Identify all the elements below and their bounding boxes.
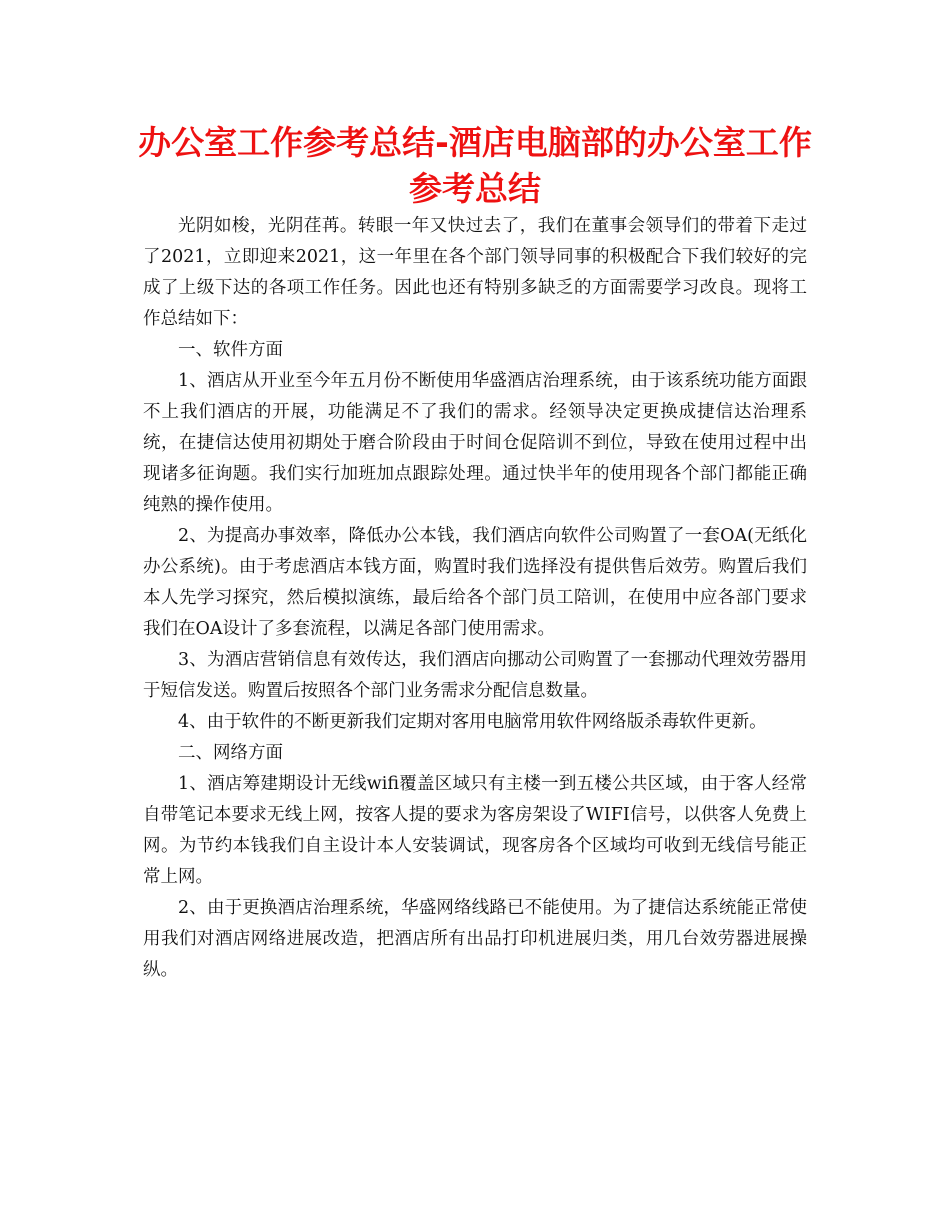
paragraph-software-2: 2、为提高办事效率，降低办公本钱，我们酒店向软件公司购置了一套OA(无纸化办公系统)。由于考虑酒店本钱方面，购置时我们选择没有提供售后效劳。购置后我们本人先学习探究，然后模拟演练，最后给各个部门员工陪训，在使用中应各部门要求我们在OA设计了多套流程，以满足各部门使用需求。 <box>143 526 807 639</box>
paragraph-network-2: 2、由于更换酒店治理系统，华盛网络线路已不能使用。为了捷信达系统能正常使用我们对酒店网络进展改造，把酒店所有出品打印机进展归类，用几台效劳器进展操纵。 <box>143 898 807 980</box>
document-title: 办公室工作参考总结-酒店电脑部的办公室工作参考总结 <box>138 123 812 208</box>
paragraph-intro: 光阴如梭，光阴荏苒。转眼一年又快过去了，我们在董事会领导们的带着下走过了2021，立即迎来2021，这一年里在各个部门领导同事的积极配合下我们较好的完成了上级下达的各项工作任务。因此也还有特别多缺乏的方面需要学习改良。现将工作总结如下： <box>143 216 807 329</box>
paragraph-software-1: 1、酒店从开业至今年五月份不断使用华盛酒店治理系统，由于该系统功能方面跟不上我们酒店的开展，功能满足不了我们的需求。经领导决定更换成捷信达治理系统，在捷信达使用初期处于磨合阶段由于时间仓促陪训不到位，导致在使用过程中出现诸多征询题。我们实行加班加点跟踪处理。通过快半年的使用现各个部门都能正确纯熟的操作使用。 <box>143 371 807 515</box>
paragraph-software-4: 4、由于软件的不断更新我们定期对客用电脑常用软件网络版杀毒软件更新。 <box>178 712 767 732</box>
section-heading-software: 一、软件方面 <box>178 340 283 360</box>
paragraph-software-3: 3、为酒店营销信息有效传达，我们酒店向挪动公司购置了一套挪动代理效劳器用于短信发送。购置后按照各个部门业务需求分配信息数量。 <box>143 650 807 701</box>
paragraph-network-1: 1、酒店筹建期设计无线wifi覆盖区域只有主楼一到五楼公共区域，由于客人经常自带笔记本要求无线上网，按客人提的要求为客房架设了WIFI信号，以供客人免费上网。为节约本钱我们自主设计本人安装调试，现客房各个区域均可收到无线信号能正常上网。 <box>143 774 807 887</box>
section-heading-network: 二、网络方面 <box>178 743 283 763</box>
document-body <box>143 211 807 986</box>
